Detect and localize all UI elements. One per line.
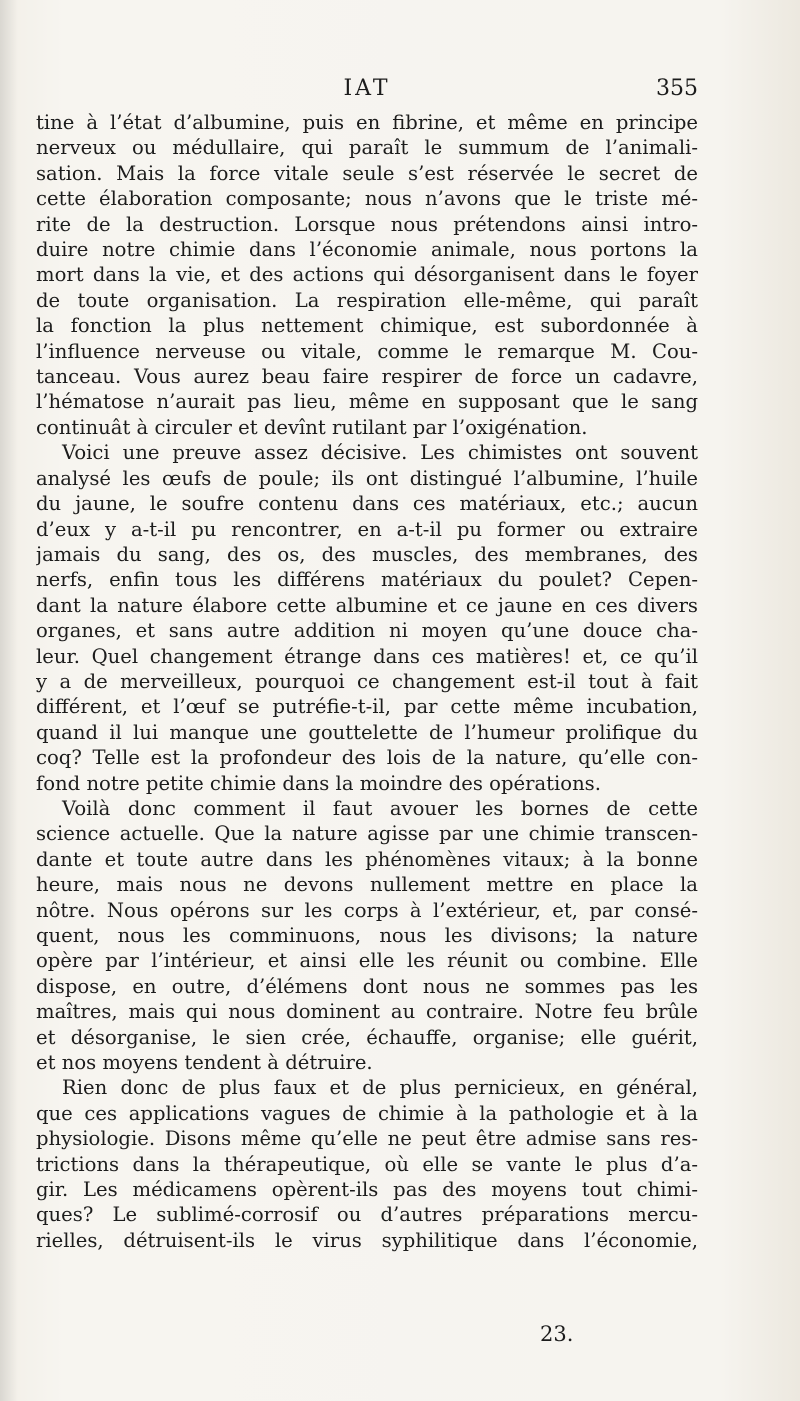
- text-line: tanceau. Vous aurez beau faire respirer de force un cadavre,: [36, 365, 698, 389]
- text-line: organes, et sans autre addition ni moyen qu’une douce cha-: [36, 619, 698, 643]
- gutter-shadow: [0, 0, 18, 1401]
- text-line: de toute organisation. La respiration elle-même, qui paraît: [36, 288, 698, 312]
- text-line: nerfs, enfin tous les différens matériaux du poulet? Cepen-: [36, 568, 698, 592]
- text-line: l’hématose n’aurait pas lieu, même en supposant que le sang: [36, 390, 698, 414]
- signature-mark: 23.: [540, 1322, 574, 1346]
- text-line: y a de merveilleux, pourquoi ce changement est-il tout à fait: [36, 669, 698, 693]
- text-line: et nos moyens tendent à détruire.: [36, 1051, 373, 1075]
- text-line: gir. Les médicamens opèrent-ils pas des moyens tout chimi-: [36, 1178, 698, 1202]
- text-line: que ces applications vagues de chimie à la pathologie et à la: [36, 1101, 698, 1125]
- page-header: [36, 76, 698, 110]
- text-line: opère par l’intérieur, et ainsi elle les réunit ou combine. Elle: [36, 949, 698, 973]
- text-line: Voici une preuve assez décisive. Les chimistes ont souvent: [62, 441, 698, 465]
- text-line: trictions dans la thérapeutique, où elle se vante le plus d’a-: [36, 1152, 698, 1176]
- text-line: la fonction la plus nettement chimique, est subordonnée à: [36, 314, 698, 338]
- body-text: [36, 110, 698, 1253]
- text-line: du jaune, le soufre contenu dans ces matériaux, etc.; aucun: [36, 492, 698, 516]
- text-line: science actuelle. Que la nature agisse par une chimie transcen-: [36, 822, 698, 846]
- text-line: quent, nous les comminuons, nous les divisons; la nature: [36, 924, 698, 947]
- text-line: physiologie. Disons même qu’elle ne peut être admise sans res-: [36, 1127, 698, 1151]
- text-line: l’influence nerveuse ou vitale, comme le remarque M. Cou-: [36, 339, 698, 363]
- text-line: analysé les œufs de poule; ils ont distingué l’albumine, l’huile: [36, 466, 698, 490]
- text-line: sation. Mais la force vitale seule s’est réservée le secret de: [36, 161, 698, 185]
- text-line: rielles, détruisent-ils le virus syphilitique dans l’économie,: [36, 1228, 698, 1252]
- running-title: IAT: [343, 76, 391, 101]
- text-line: quand il lui manque une gouttelette de l’humeur prolifique du: [36, 720, 698, 744]
- text-line: dispose, en outre, d’élémens dont nous ne sommes pas les: [36, 974, 698, 998]
- text-line: dant la nature élabore cette albumine et ce jaune en ces divers: [36, 593, 698, 617]
- text-line: dante et toute autre dans les phénomènes vitaux; à la bonne: [36, 847, 698, 871]
- text-line: d’eux y a-t-il pu rencontrer, en a-t-il pu former ou extraire: [36, 517, 698, 541]
- text-line: continuât à circuler et devînt rutilant par l’oxigénation.: [36, 415, 588, 439]
- text-line: jamais du sang, des os, des muscles, des membranes, des: [36, 542, 698, 566]
- page-number: 355: [656, 76, 698, 101]
- text-line: nerveux ou médullaire, qui paraît le summum de l’animali-: [36, 136, 698, 160]
- text-line: duire notre chimie dans l’économie animale, nous portons la: [36, 238, 698, 262]
- text-line: et désorganise, le sien crée, échauffe, organise; elle guérit,: [36, 1025, 698, 1049]
- text-line: leur. Quel changement étrange dans ces matières! et, ce qu’il: [36, 644, 698, 668]
- text-line: Rien donc de plus faux et de plus pernicieux, en général,: [62, 1076, 698, 1100]
- text-line: ques? Le sublimé-corrosif ou d’autres préparations mercu-: [36, 1203, 698, 1227]
- text-line: fond notre petite chimie dans la moindre des opérations.: [36, 771, 601, 795]
- text-line: cette élaboration composante; nous n’avons que le triste mé-: [36, 187, 698, 211]
- text-line: tine à l’état d’albumine, puis en fibrine, et même en principe: [36, 111, 698, 134]
- text-line: maîtres, mais qui nous dominent au contraire. Notre feu brûle: [36, 1000, 698, 1024]
- text-line: nôtre. Nous opérons sur les corps à l’extérieur, et, par consé-: [36, 898, 698, 922]
- text-line: Voilà donc comment il faut avouer les bornes de cette: [62, 796, 698, 820]
- text-line: mort dans la vie, et des actions qui désorganisent dans le foyer: [36, 263, 698, 287]
- text-line: coq? Telle est la profondeur des lois de la nature, qu’elle con-: [36, 746, 698, 770]
- text-line: différent, et l’œuf se putréfie-t-il, par cette même incubation,: [36, 695, 698, 719]
- text-line: heure, mais nous ne devons nullement mettre en place la: [36, 873, 698, 897]
- text-line: rite de la destruction. Lorsque nous prétendons ainsi intro-: [36, 212, 698, 236]
